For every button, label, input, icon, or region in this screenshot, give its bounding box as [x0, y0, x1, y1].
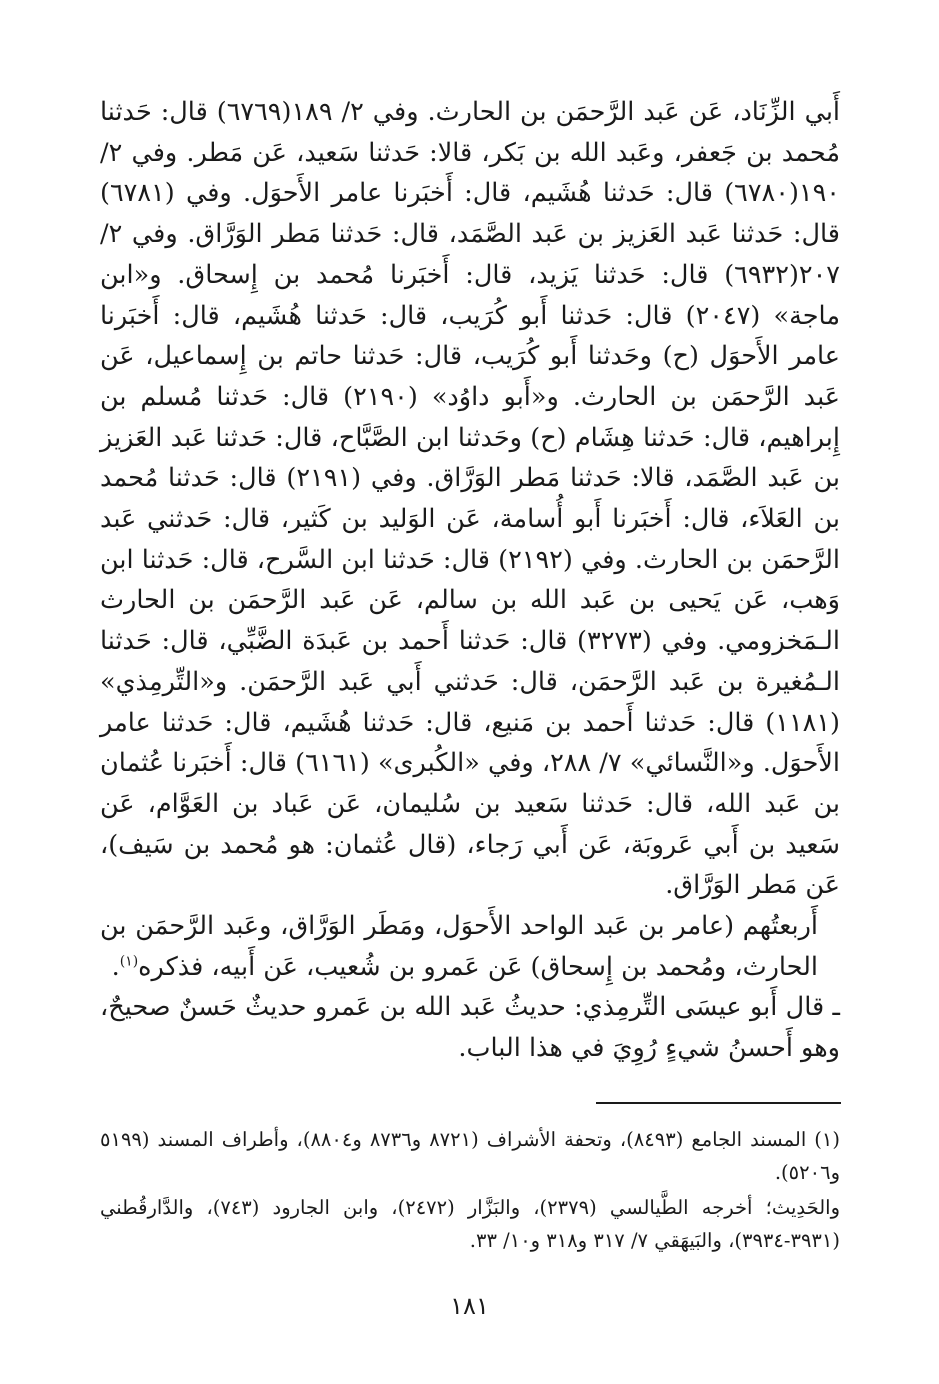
paragraph-summary-end: .	[111, 951, 120, 982]
paragraph-summary	[100, 906, 840, 987]
page-number: ١٨١	[450, 1292, 489, 1320]
footnote-reference: (١)	[119, 953, 139, 970]
footnote-divider	[596, 1102, 841, 1104]
paragraph-hadith-chains: أَبي الزِّنَاد، عَن عَبد الرَّحمَن بن الحارث. وفي ٢/ ١٨٩(٦٧٦٩) قال: حَدثنا مُحمد بن جَعفر، وعَبد الله بن بَكر، قالا: حَدثنا سَعيد، عَن مَطر. وفي ٢/ ١٩٠(٦٧٨٠) قال: حَدثنا هُشَيم، قال: أَخبَرنا عامر الأَحوَل. وفي (٦٧٨١) قال: حَدثنا عَبد العَزيز بن عَبد الصَّمَد، قال: حَدثنا مَطر الوَرَّاق. وفي ٢/ ٢٠٧(٦٩٣٢) قال: حَدثنا يَزيد، قال: أَخبَرنا مُحمد بن إِسحاق. و«ابن ماجة» (٢٠٤٧) قال: حَدثنا أَبو كُرَيب، قال: حَدثنا هُشَيم، قال: أَخبَرنا عامر الأَحوَل (ح) وحَدثنا أَبو كُرَيب، قال: حَدثنا حاتم بن إِسماعيل، عَن عَبد الرَّحمَن بن الحارث. و«أَبو داوُد» (٢١٩٠) قال: حَدثنا مُسلم بن إِبراهيم، قال: حَدثنا هِشَام (ح) وحَدثنا ابن الصَّبَّاح، قال: حَدثنا عَبد العَزيز بن عَبد الصَّمَد، قالا: حَدثنا مَطر الوَرَّاق. وفي (٢١٩١) قال: حَدثنا مُحمد بن العَلاَء، قال: أَخبَرنا أَبو أُسامة، عَن الوَليد بن كَثير، قال: حَدثني عَبد الرَّحمَن بن الحارث. وفي (٢١٩٢) قال: حَدثنا ابن السَّرح، قال: حَدثنا ابن وَهب، عَن يَحيى بن عَبد الله بن سالم، عَن عَبد الرَّحمَن بن الحارث الـمَخزومي. وفي (٣٢٧٣) قال: حَدثنا أَحمد بن عَبدَة الضَّبِّي، قال: حَدثنا الـمُغيرة بن عَبد الرَّحمَن، قال: حَدثني أَبي عَبد الرَّحمَن. و«التِّرمِذي» (١١٨١) قال: حَدثنا أَحمد بن مَنيع، قال: حَدثنا هُشَيم، قال: حَدثنا عامر الأَحوَل. و«النَّسائي» ٧/ ٢٨٨، وفي «الكُبرى» (٦١٦١) قال: أَخبَرنا عُثمان بن عَبد الله، قال: حَدثنا سَعيد بن سُليمان، عَن عَباد بن العَوَّام، عَن سَعيد بن أَبي عَروبَة، عَن أَبي رَجاء، (قال عُثمان: هو مُحمد بن سَيف)، عَن مَطر الوَرَّاق.	[100, 97, 841, 901]
paragraph-summary-text: أَربعتُهم (عامر بن عَبد الواحد الأَحوَل، ومَطَر الوَرَّاق، وعَبد الرَّحمَن بن الحارث، ومُحمد بن إِسحاق) عَن عَمرو بن شُعيب، عَن أَبيه، فذكره	[100, 911, 818, 982]
footnotes-section	[100, 1123, 840, 1259]
footnote-1: (١) المسند الجامع (٨٤٩٣)، وتحفة الأشراف (٨٧٢١ و٨٧٣٦ و٨٨٠٤)، وأطراف المسند (٥١٩٩ و٥٢٠٦).	[100, 1128, 840, 1184]
paragraph-tirmidhi-verdict: ـ قال أَبو عيسَى التِّرمِذي: حديثُ عَبد الله بن عَمرو حديثٌ حَسنٌ صحيحٌ، وهو أَحسنُ شيءٍ رُوِيَ في هذا الباب.	[100, 992, 840, 1064]
main-body-text	[100, 92, 840, 1069]
footnote-2: والحَدِيث؛ أخرجه الطَّيالسي (٢٣٧٩)، والبَزَّار (٢٤٧٢)، وابن الجارود (٧٤٣)، والدَّارقُطني (٣٩٣١-٣٩٣٤)، والبَيهَقي ٧/ ٣١٧ و٣١٨ و١٠/ ٣٣.	[100, 1196, 840, 1252]
